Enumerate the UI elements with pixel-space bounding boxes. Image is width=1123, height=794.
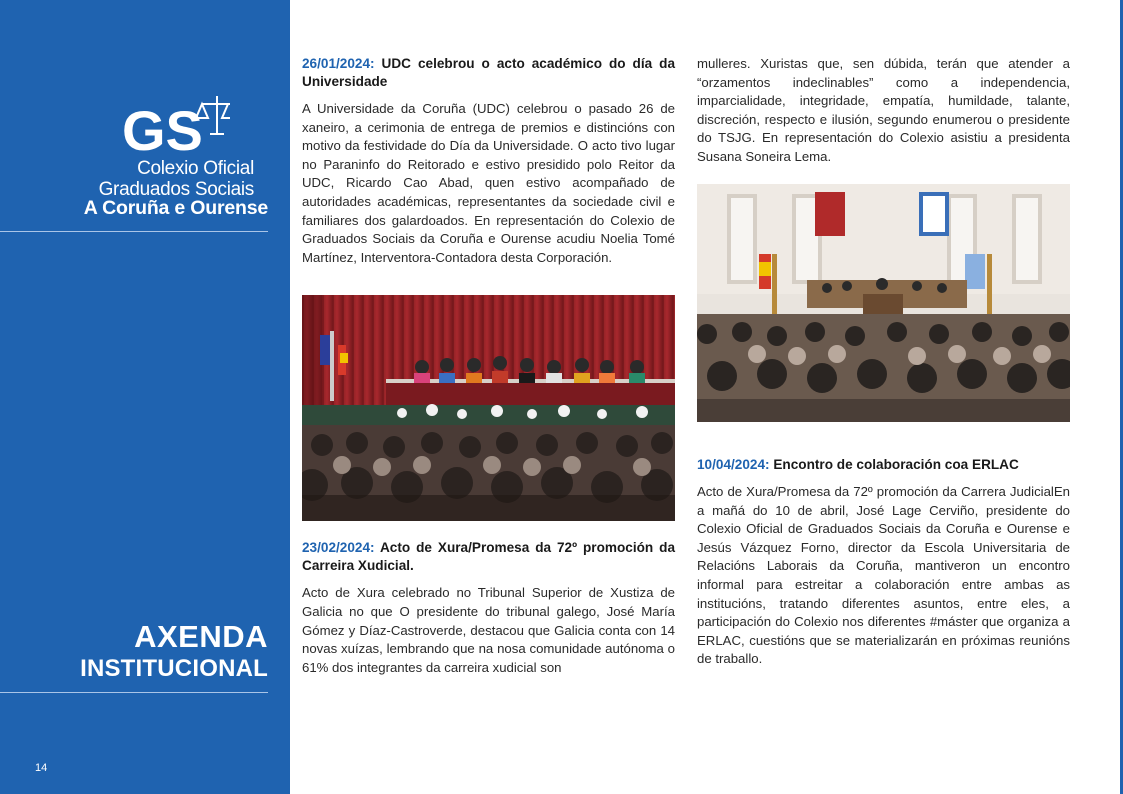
- left-column: [302, 55, 675, 677]
- photo-ceremony-image: [302, 295, 675, 521]
- article-udc: [302, 55, 675, 267]
- article-title: Acto de Xura/Promesa da 72º promoción da Carreira Xudicial.: [302, 540, 676, 573]
- section-title: [80, 620, 268, 684]
- logo-mark-text: GS: [122, 99, 203, 154]
- article-body: Acto de Xura/Promesa da 72º promoción da Carrera JudicialEn a mañá do 10 de abril, José Lage Cerviño, presidente do Colexio Oficial de Graduados Sociais da Coruña e Ourense e Jesús Vázquez Forno, director da Escola Universitaria de Relacións Laborais da Coruña, mantiveron un encontro informal para estreitar a colaboración entre ambas as institucións, tratando diferentes asuntos, entre eles, a participación do Colexio nos diferentes #máster que organiza a ERLAC, cuestións que se materializarán en próximas reunións de traballo.: [697, 484, 1070, 667]
- article-body: A Universidade da Coruña (UDC) celebrou o pasado 26 de xaneiro, a cerimonia de entrega de premios e distincións con motivo da festividade do Día da Universidade. O acto tivo lugar no Paraninfo do Reitorado e estivo presidido polo Reitor da UDC, Ricardo Cao Abad, quen estivo acompañado de autoridades académicas, representantes da sociedade civil e familiares dos galardoados. En representación do Colexio de Graduados Sociais da Coruña e Ourense acudiu Noelia Tomé Martínez, Interventora-Contadora desta Corporación.: [302, 101, 675, 265]
- article-erlac: [697, 456, 1070, 669]
- article-title: UDC celebrou o acto académico do día da Universidade: [302, 56, 676, 89]
- article-xura: [302, 539, 675, 677]
- article-date: 10/04/2024:: [697, 456, 770, 472]
- article-heading: [302, 55, 675, 90]
- article-heading: [697, 456, 1070, 474]
- logo-line-location: A Coruña e Ourense: [83, 197, 268, 219]
- article-title: Encontro de colaboración coa ERLAC: [773, 456, 1019, 472]
- gs-logo-mark: [122, 94, 230, 154]
- logo-line-graduados: Graduados Sociais: [98, 179, 254, 200]
- article-heading: [302, 539, 675, 574]
- photo-tsxg-hall: [697, 184, 1070, 422]
- article-date: 23/02/2024:: [302, 540, 375, 556]
- logo-line-colexio: Colexio Oficial: [137, 158, 254, 179]
- section-title-line1: AXENDA: [134, 619, 268, 654]
- section-title-line2: INSTITUCIONAL: [80, 655, 268, 682]
- photo-hall-image: [697, 184, 1070, 422]
- sidebar: [0, 0, 290, 794]
- page-number: 14: [35, 762, 48, 774]
- article-body: Acto de Xura celebrado no Tribunal Superior de Xustiza de Galicia no que O presidente do tribunal galego, José María Gómez y Díaz-Castroverde, destacou que Galicia conta con 14 novas xuízas, lembrando que na nosa comunidade autónoma o 61% dos integrantes da carreira xudicial son: [302, 585, 675, 675]
- sidebar-divider-bottom: [0, 692, 268, 693]
- sidebar-divider-top: [0, 231, 268, 232]
- article-date: 26/01/2024:: [302, 56, 375, 71]
- right-column: [697, 55, 1070, 669]
- photo-university-ceremony: [302, 295, 675, 521]
- article-body-continued: mulleres. Xuristas que, sen dúbida, terán que atender a “orzamentos indeclinables” como a independencia, imparcialidade, integridade, empatía, humildade, talante, discreción, respecto e ilusión, segundo enumerou o presidente do TSJG. En representación do Colexio asistiu a presidenta Susana Soneira Lema.: [697, 56, 1070, 164]
